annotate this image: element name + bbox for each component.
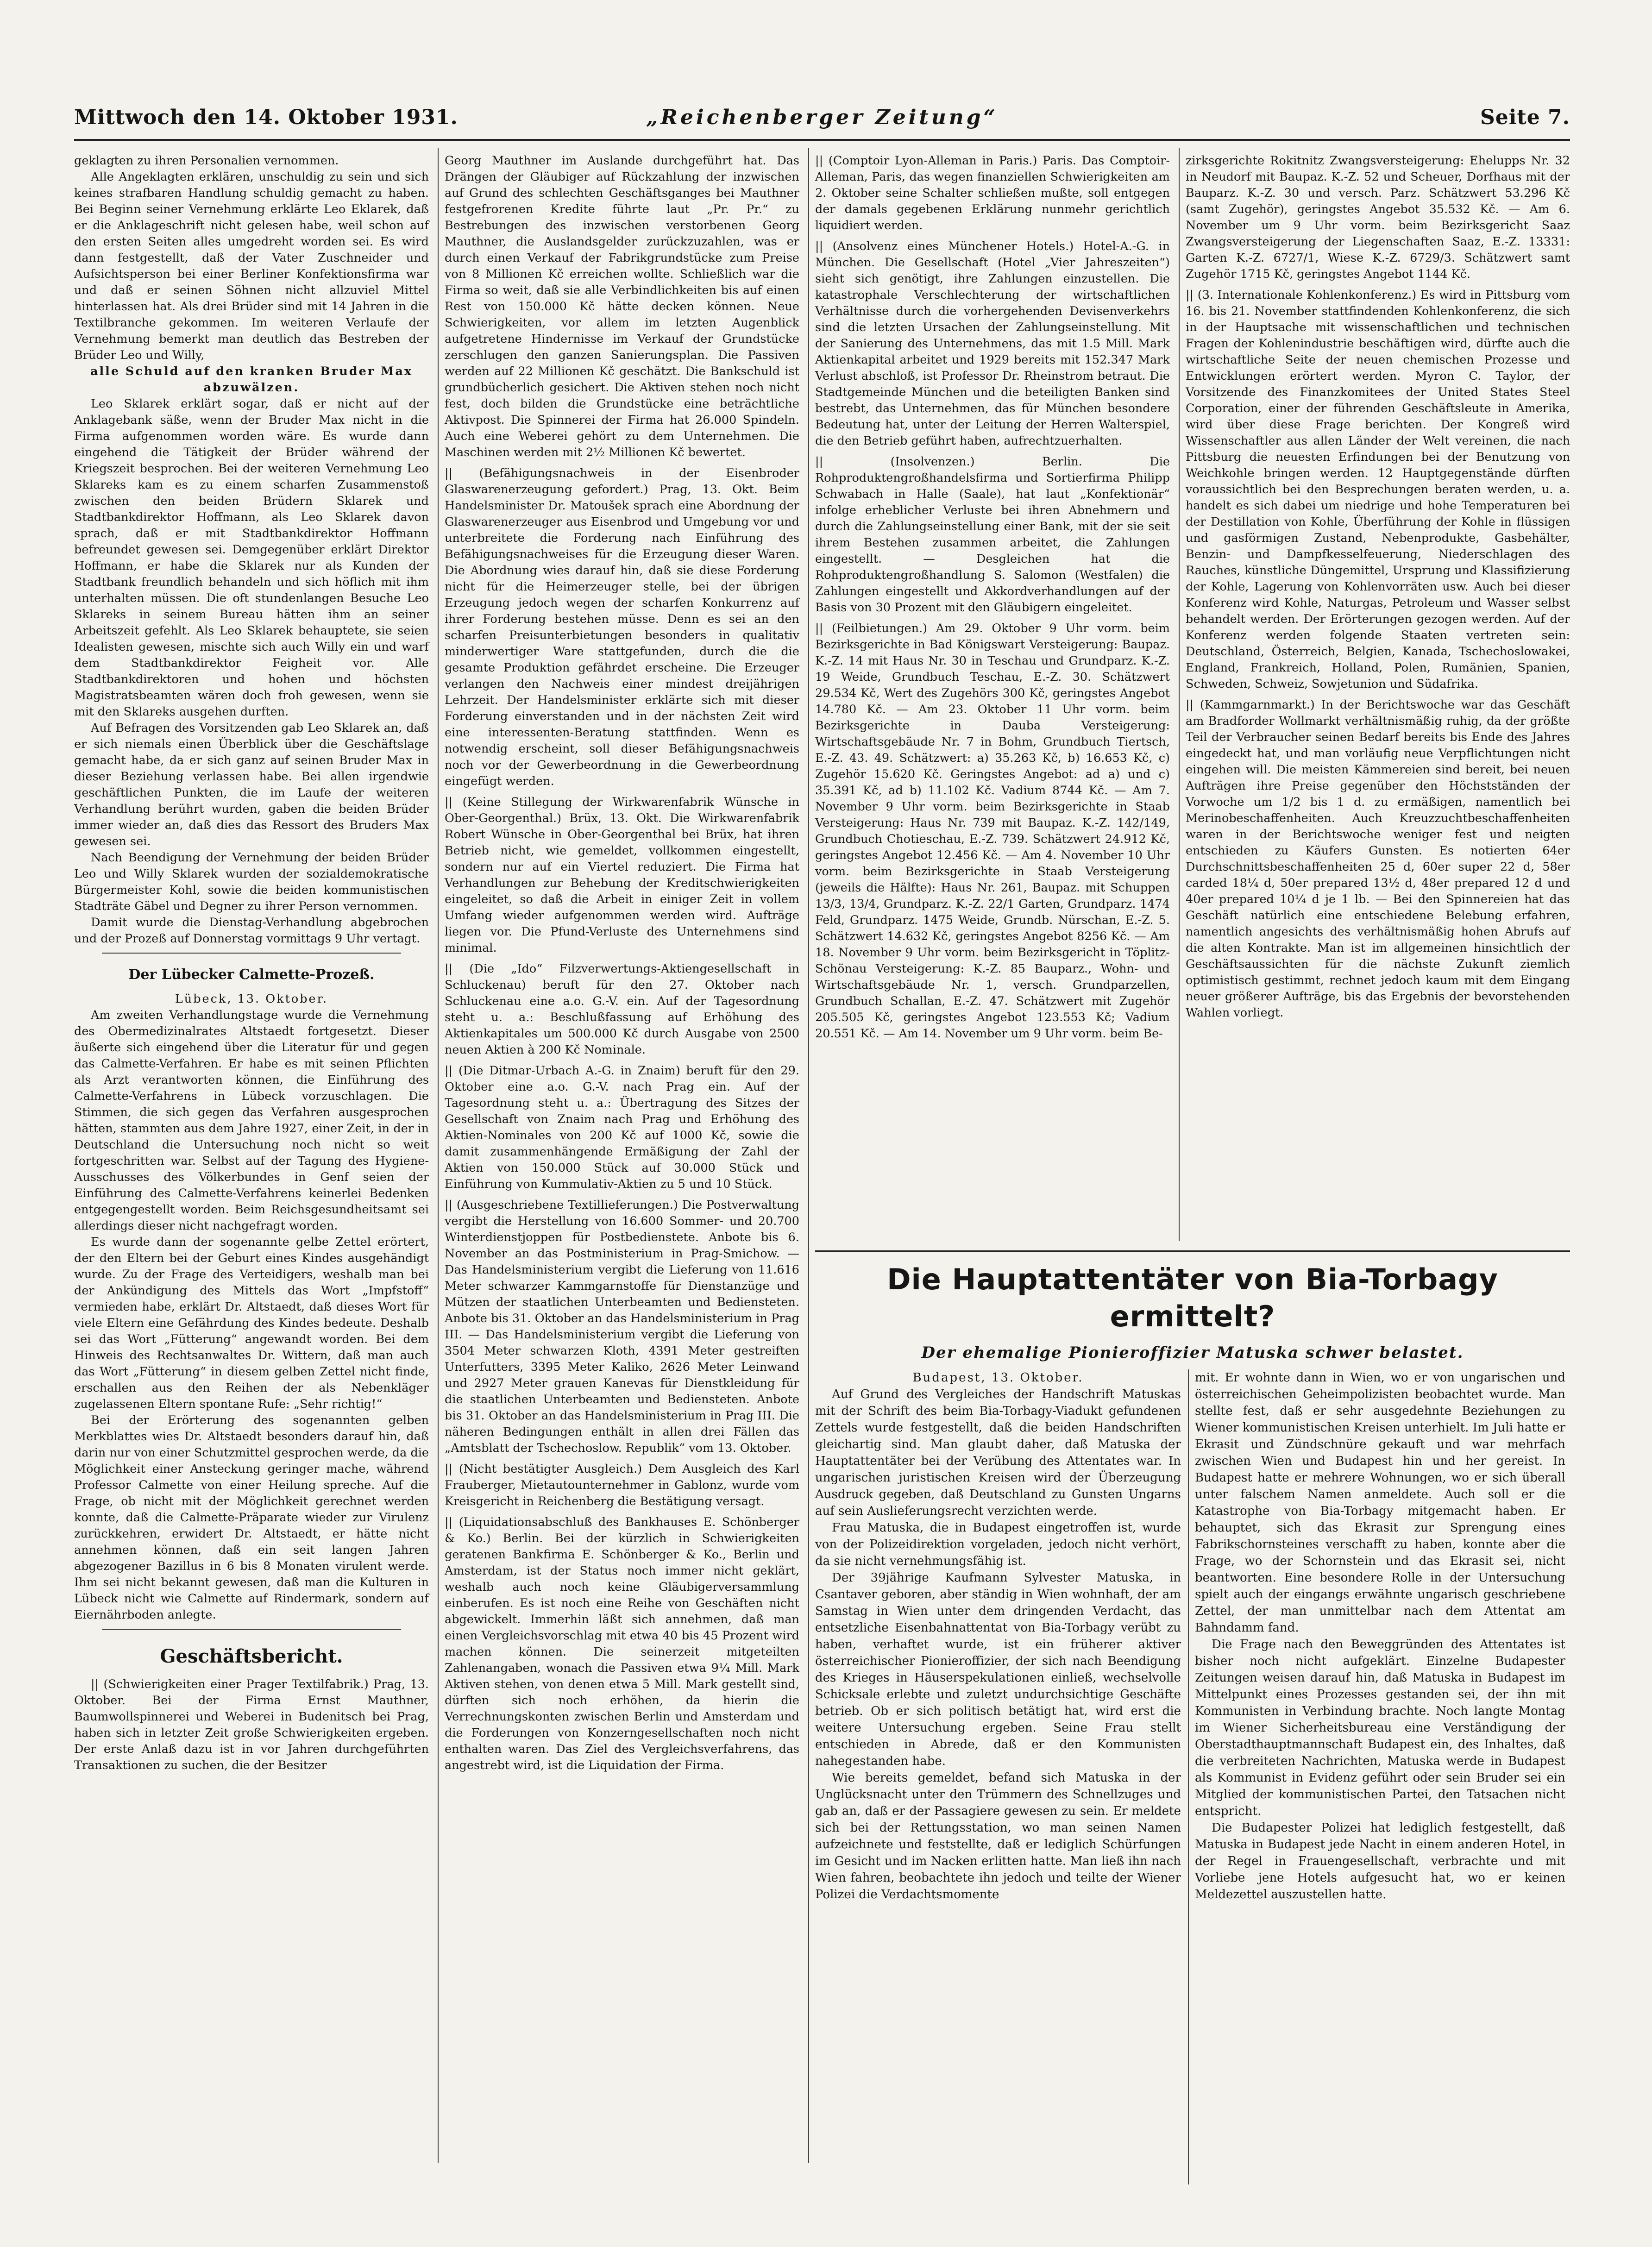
article-columns xyxy=(815,1369,1570,2212)
masthead xyxy=(74,106,1570,133)
paragraph: || (Schwierigkeiten einer Prager Textilfabrik.) Prag, 13. Oktober. Bei der Firma Ernst Mauthner, Baumwollspinnerei und Weberei in Budenitsch bei Prag, haben sich in letzter Zeit große Schwierigkeiten ergeben. Der erste Anlaß dazu ist in vor Jahren durchgeführten Transaktionen zu suchen, die der Besitzer xyxy=(74,1677,429,1772)
paragraph: || (Liquidationsabschluß des Bankhauses E. Schönberger & Ko.) Berlin. Bei der kürzlich in Schwierigkeiten geratenen Bankfirma E. Schönberger & Ko., Berlin und Amsterdam, ist der Status noch immer nicht geklärt, weshalb auch noch keine Gläubigerversammlung einberufen. Es ist noch eine Reihe von Geschäften nicht abgewickelt. Immerhin läßt sich annehmen, daß man einen Vergleichsvorschlag mit etwa 40 bis 45 Prozent wird machen können. Die seinerzeit mitgeteilten Zahlenangaben, wonach die Passiven etwa 9¼ Mill. Mark Aktiven stehen, von denen etwa 5 Mill. Mark gestellt sind, dürften sich noch erhöhen, da hierin die Verrechnungskonten zwischen Berlin und Amsterdam und die Forderungen von Konzerngesellschaften noch nicht enthalten waren. Das Ziel des Vergleichsverfahrens, das angestrebt wird, ist die Liquidation der Firma. xyxy=(445,1515,799,1772)
section-heading: Geschäftsbericht. xyxy=(160,1645,343,1667)
paragraph: Am zweiten Verhandlungstage wurde die Vernehmung des Obermedizinalrates Altstaedt fortgesetzt. Dieser äußerte sich eingehend über die Literatur für und gegen das Calmette-Verfahren. Er habe es mit seinen Pflichten als Arzt verantworten können, die Einführung des Calmette-Verfahrens in Lübeck vorzuschlagen. Die Stimmen, die sich gegen das Verfahren ausgesprochen hätten, stammten aus dem Jahre 1927, einer Zeit, in der in Deutschland die Untersuchung noch nicht so weit fortgeschritten war. Selbst auf der Tagung des Hygiene-Ausschusses des Völkerbundes in Genf seien der Einführung des Calmette-Verfahrens keinerlei Bedenken entgegengestellt worden. Beim Reichsgesundheitsamt sei allerdings dieser nicht nachgefragt worden. xyxy=(74,1008,429,1233)
article-column-right xyxy=(1195,1369,1565,1903)
paragraph: Frau Matuska, die in Budapest eingetroffen ist, wurde von der Polizeidirektion vorgeladen, jedoch nicht verhört, da sie nicht vernehmungsfähig ist. xyxy=(815,1521,1181,1568)
paragraph: || (Nicht bestätigter Ausgleich.) Dem Ausgleich des Karl Frauberger, Mietautounternehmer in Gablonz, wurde vom Kreisgericht in Reichenberg die Bestätigung versagt. xyxy=(445,1462,799,1508)
emphasis-line: alle Schuld auf den kranken Bruder Max abzuwälzen. xyxy=(90,364,413,395)
paragraph: Georg Mauthner im Auslande durchgeführt hat. Das Drängen der Gläubiger auf Rückzahlung der inzwischen auf Grund des schlechten Geschäftsganges bei Mauthner festgefrorenen Kredite führte laut „Pr. Pr.“ zu Bestrebungen des inzwischen verstorbenen Georg Mauthner, die Auslandsgelder zurückzuzahlen, was er durch einen Verkauf der Fabrikgrundstücke zum Preise von 8 Millionen Kč erreichen wollte. Schließlich war die Firma so weit, daß sie alle Verbindlichkeiten bis auf einen Rest von 150.000 Kč hätte decken können. Neue Schwierigkeiten, vor allem im letzten Augenblick aufgetretene Hindernisse im Verkauf der Grundstücke zerschlugen den ganzen Sanierungsplan. Die Passiven werden auf 22 Millionen Kč geschätzt. Die Bankschuld ist grundbücherlich gesichert. Die Aktiven stehen noch nicht fest, doch bilden die Grundstücke eine beträchtliche Aktivpost. Die Spinnerei der Firma hat 26.000 Spindeln. Auch eine Weberei gehört zu dem Unternehmen. Die Maschinen werden mit 2½ Millionen Kč bewertet. xyxy=(445,154,799,459)
paragraph: || (Feilbietungen.) Am 29. Oktober 9 Uhr vorm. beim Bezirksgerichte in Bad Königswart Versteigerung: Baupaz. K.-Z. 14 mit Haus Nr. 30 in Teschau und Grundparz. K.-Z. 19 Weide, Grundbuch Teschau, E.-Z. 30. Schätzwert 29.534 Kč, Wert des Zugehörs 300 Kč, geringstes Angebot 14.780 Kč. — Am 23. Oktober 11 Uhr vorm. beim Bezirksgerichte in Dauba Versteigerung: Wirtschaftsgebäude Nr. 7 in Bohm, Grundbuch Tiertsch, E.-Z. 43. 49. Schätzwert: a) 35.263 Kč, b) 16.653 Kč, c) Zugehör 15.620 Kč. Geringstes Angebot: ad a) und c) 35.391 Kč, ad b) 11.102 Kč. Vadium 8744 Kč. — Am 7. November 9 Uhr vorm. beim Bezirksgerichte in Staab Versteigerung: Haus Nr. 739 mit Baupaz. K.-Z. 142/149, Grundbuch Chotieschau, E.-Z. 739. Schätzwert 24.912 Kč, geringstes Angebot 12.456 Kč. — Am 4. November 10 Uhr vorm. beim Bezirksgerichte in Staab Versteigerung (jeweils die Hälfte): Haus Nr. 261, Baupaz. mit Schuppen 13/3, 13/4, Grundparz. K.-Z. 22/1 Garten, Grundparz. 1474 Feld, Grundparz. 1475 Weide, Grundb. Nürschan, E.-Z. 5. Schätzwert 14.632 Kč, geringstes Angebot 8256 Kč. — Am 18. November 9 Uhr vorm. beim Bezirksgericht in Töplitz-Schönau Versteigerung: K.-Z. 85 Bauparz., Wohn- und Wirtschaftsgebäude Nr. 1, versch. Grundparzellen, Grundbuch Schallan, E.-Z. 47. Schätzwert mit Zugehör 205.505 Kč, geringstes Angebot 123.553 Kč; Vadium 20.551 Kč. — Am 14. November um 9 Uhr vorm. beim Be- xyxy=(815,621,1170,1041)
column-2 xyxy=(445,153,799,1774)
paragraph: Damit wurde die Dienstag-Verhandlung abgebrochen und der Prozeß auf Donnerstag vormittags 9 Uhr vertagt. xyxy=(74,916,429,946)
column-rule xyxy=(438,148,439,2163)
column-rule xyxy=(1188,1369,1189,2184)
paragraph: || (Ansolvenz eines Münchener Hotels.) Hotel-A.-G. in München. Die Gesellschaft (Hotel „Vier Jahreszeiten“) sieht sich genötigt, ihre Zahlungen einzustellen. Die katastrophale Verschlechterung der wirtschaftlichen Verhältnisse durch die vorhergehenden Devisenverkehrs sind die letzten Ursachen der Zahlungseinstellung. Mit der Sanierung des Unternehmens, das mit 1.5 Mill. Mark Aktienkapital arbeitet und 1929 bereits mit 152.347 Mark Verlust abschloß, ist Professor Dr. Rheinstrom betraut. Die Stadtgemeinde München und die beteiligten Banken sind bestrebt, das Unternehmen, das für München besondere Bedeutung hat, unter der Leitung der Herren Walterspiel, die den Betrieb geführt haben, aufrechtzuerhalten. xyxy=(815,239,1170,448)
paragraph: || (Ausgeschriebene Textillieferungen.) Die Postverwaltung vergibt die Herstellung von 16.600 Sommer- und 20.700 Winterdienstjoppen für Postbedienstete. Anbote bis 6. November an das Postministerium in Prag-Smichow. — Das Handelsministerium vergibt die Lieferung von 11.616 Meter schwarzer Kammgarnstoffe für Dienstanzüge und Mützen der staatlichen Unterbeamten und Bediensteten. Anbote bis 31. Oktober an das Handelsministerium in Prag III. — Das Handelsministerium vergibt die Lieferung von 3504 Meter schwarzen Kloth, 4391 Meter gestreiften Unterfutters, 3395 Meter Kaliko, 2626 Meter Leinwand und 2927 Meter grauen Kanevas für Dienstkleidung für die staatlichen Unterbeamten und Bediensteten. Anbote bis 31. Oktober an das Handelsministerium in Prag III. Die näheren Bedingungen enthält in allen drei Fällen das „Amtsblatt der Tschechoslow. Republik“ vom 13. Oktober. xyxy=(445,1198,799,1455)
paragraph: Auf Befragen des Vorsitzenden gab Leo Sklarek an, daß er sich niemals einen Überblick über die Geschäftslage gemacht habe, da er sich ganz auf seinen Bruder Max in dieser Beziehung verlassen habe. Bei allen irgendwie geschäftlichen Punkten, die im Laufe der weiteren Verhandlung berührt wurden, gaben die beiden Brüder immer wieder an, daß dies das Ressort des Bruders Max gewesen sei. xyxy=(74,721,429,848)
paragraph: || (Die „Ido“ Filzverwertungs-Aktiengesellschaft in Schluckenau) beruft für den 27. Oktober nach Schluckenau eine a.o. G.-V. ein. Auf der Tagesordnung steht u. a.: Beschlußfassung auf Erhöhung des Aktienkapitales um 500.000 Kč durch Ausgabe von 2500 neuen Aktien à 200 Kč Nominale. xyxy=(445,962,799,1057)
paragraph: Der 39jährige Kaufmann Sylvester Matuska, in Csantaver geboren, aber ständig in Wien wohnhaft, der am Samstag in Wien unter dem dringenden Verdacht, das entsetzliche Eisenbahnattentat von Bia-Torbagy verübt zu haben, verhaftet wurde, ist ein früherer aktiver österreichischer Pionieroffizier, der sich nach Beendigung des Krieges in Häuserspekulationen einließ, wechselvolle Schicksale erlebte und zuletzt undurchsichtige Geschäfte betrieb. Ob er sich politisch betätigt hat, wird erst die weitere Untersuchung ergeben. Seine Frau stellt entschieden in Abrede, daß er den Kommunisten nahegestanden habe. xyxy=(815,1571,1181,1768)
dateline: Lübeck, 13. Oktober. xyxy=(175,992,328,1006)
issue-date: Mittwoch den 14. Oktober 1931. xyxy=(74,106,458,129)
paragraph: Wie bereits gemeldet, befand sich Matuska in der Unglücksnacht unter den Trümmern des Schnellzuges und gab an, daß er der Passagiere gewesen zu sein. Er meldete sich bei der Rettungsstation, wo man seinen Namen aufzeichnete und feststellte, daß er lediglich Schürfungen im Gesicht und im Nacken erlitten hatte. Man ließ ihn nach Wien fahren, beobachtete ihn jedoch und teilte der Wiener Polizei die Verdachtsmomente xyxy=(815,1771,1181,1902)
page-number: Seite 7. xyxy=(1480,106,1570,129)
column-rule xyxy=(1179,148,1180,1241)
column-3 xyxy=(815,153,1170,1042)
article-column-left xyxy=(815,1369,1181,1903)
paragraph: Die Frage nach den Beweggründen des Attentates ist bisher noch nicht aufgeklärt. Einzelne Budapester Zeitungen weisen darauf hin, daß Matuska in Budapest im Mittelpunkt eines Prozesses gestanden sei, der ihn mit Kommunisten in Verbindung brachte. Noch langte Montag im Wiener Sicherheitsbureau eine Verständigung der Oberstadthauptmannschaft Budapest ein, des Inhaltes, daß die verbreiteten Nachrichten, Matuska werde in Budapest als Kommunist in Evidenz geführt oder sein Bruder sei ein Mitglied der kommunistischen Partei, den Tatsachen nicht entspricht. xyxy=(1195,1638,1565,1818)
paragraph: Bei der Erörterung des sogenannten gelben Merkblattes wies Dr. Altstaedt besonders darauf hin, daß darin nur von einer Schutzmittel gesprochen werde, da die Möglichkeit einer Ansteckung geringer mache, während Professor Calmette von einer Heilung spreche. Auf die Frage, ob nicht mit der Möglichkeit gerechnet werden konnte, daß die Calmette-Präparate wieder zur Virulenz zurückkehren, erwidert Dr. Altstaedt, er hätte nicht annehmen können, daß ein seit langen Jahren abgezogener Bazillus in 6 bis 8 Monaten virulent werde. Ihm sei nicht bekannt gewesen, daß man die Kulturen in Lübeck nicht wie Calmette auf Rindermark, sondern auf Eiernährboden anlegte. xyxy=(74,1413,429,1622)
paragraph: || (Die Ditmar-Urbach A.-G. in Znaim) beruft für den 29. Oktober eine a.o. G.-V. nach Prag ein. Auf der Tagesordnung steht u. a.: Übertragung des Sitzes der Gesellschaft von Znaim nach Prag und Erhöhung des Aktien-Nominales von 200 Kč auf 1000 Kč, sowie die damit zusammenhängende Ermäßigung der Zahl der Aktien von 150.000 Stück auf 30.000 Stück und Einführung von Kummulativ-Aktien zu 5 und 10 Stück. xyxy=(445,1064,799,1191)
dateline: Budapest, 13. Oktober. xyxy=(912,1371,1084,1385)
section-divider xyxy=(102,953,401,954)
article-headline: Die Hauptattentäter von Bia-Torbagy ermittelt? xyxy=(887,1262,1498,1333)
masthead-rule xyxy=(74,139,1570,141)
article-heading: Der Lübecker Calmette-Prozeß. xyxy=(128,967,375,983)
paragraph: Nach Beendigung der Vernehmung der beiden Brüder Leo und Willy Sklarek wurden der sozialdemokratische Bürgermeister Kohl, sowie die beiden kommunistischen Stadträte Gäbel und Degner zu ihrer Person vernommen. xyxy=(74,851,429,913)
paragraph: geklagten zu ihren Personalien vernommen. xyxy=(74,154,339,168)
paragraph: || (Comptoir Lyon-Alleman in Paris.) Paris. Das Comptoir-Alleman, Paris, das wegen finanziellen Schwierigkeiten am 2. Oktober seine Schalter schließen mußte, soll entgegen der damals gegebenen Erklärung nunmehr gerichtlich liquidiert werden. xyxy=(815,154,1170,232)
paragraph: || (Insolvenzen.) Berlin. Die Rohproduktengroßhandelsfirma und Sortierfirma Philipp Schwabach in Halle (Saale), hat laut „Konfektionär“ infolge erheblicher Verluste bei ihren Abnehmern und durch die Zahlungseinstellung einer Bank, mit der sie seit ihrem Bestehen zusammen arbeitet, die Zahlungen eingestellt. — Desgleichen hat die Rohproduktengroßhandlung S. Salomon (Westfalen) die Zahlungen eingestellt und Akkordverhandlungen auf der Basis von 30 Prozent mit den Gläubigern eingeleitet. xyxy=(815,455,1170,615)
paragraph: Es wurde dann der sogenannte gelbe Zettel erörtert, der den Eltern bei der Geburt eines Kindes ausgehändigt wurde. Zu der Frage des Verteidigers, weshalb man bei der Ankündigung des Mittels das Wort „Impfstoff“ vermieden habe, erklärt Dr. Altstaedt, daß dieses Wort für viele Eltern eine Gefährdung des Kindes bedeute. Deshalb sei das Wort „Fütterung“ angewandt worden. Bei dem Hinweis des Rechtsanwaltes Dr. Wittern, daß man auch das Wort „Fütterung“ in diesem gelben Zettel nicht finde, erschallen aus den Reihen der als Nebenkläger zugelassenen Eltern spontane Rufe: „Sehr richtig!“ xyxy=(74,1235,429,1411)
column-4 xyxy=(1186,153,1570,1021)
paragraph: || (Keine Stillegung der Wirkwarenfabrik Wünsche in Ober-Georgenthal.) Brüx, 13. Okt. Die Wirkwarenfabrik Robert Wünsche in Ober-Georgenthal bei Brüx, hat ihren Betrieb nicht, wie gemeldet, vollkommen eingestellt, sondern nur auf ein Viertel reduziert. Die Firma hat Verhandlungen zur Behebung der Kreditschwierigkeiten eingeleitet, so daß die Arbeit in einiger Zeit in vollem Umfang wieder aufgenommen werden wird. Aufträge liegen vor. Die Pfund-Verluste des Unternehmens sind minimal. xyxy=(445,795,799,955)
column-1 xyxy=(74,153,429,1774)
paragraph: Auf Grund des Vergleiches der Handschrift Matuskas mit der Schrift des beim Bia-Torbagy-Viadukt gefundenen Zettels wurde festgestellt, daß die beiden Handschriften gleichartig sind. Man glaubt daher, daß Matuska der Hauptattentäter bei der Verübung des Attentates war. In ungarischen juristischen Kreisen wird der Überzeugung Ausdruck gegeben, daß Deutschland zu Gunsten Ungarns auf sein Auslieferungsrecht verzichten werde. xyxy=(815,1387,1181,1518)
column-rule xyxy=(808,148,809,2163)
paragraph: mit. Er wohnte dann in Wien, wo er von ungarischen und österreichischen Geheimpolizisten beobachtet wurde. Man stellte fest, daß er sehr ausgedehnte Beziehungen zu Wiener kommunistischen Kreisen unterhielt. Im Juli hatte er Ekrasit und Zündschnüre gekauft und war mehrfach zwischen Wien und Budapest hin und her gereist. In Budapest hatte er mehrere Wohnungen, wo er sich überall unter falschem Namen anmeldete. Auch soll er die Katastrophe von Bia-Torbagy mitgemacht haben. Er behauptet, sich das Ekrasit zur Sprengung eines Fabrikschornsteines verschafft zu haben, konnte aber die Frage, wo der Schornstein und das Ekrasit sei, nicht beantworten. Eine besondere Rolle in der Untersuchung spielt auch der eingangs erwähnte ungarisch geschriebene Zettel, der man unmittelbar nach dem Attentat am Bahndamm fand. xyxy=(1195,1371,1565,1635)
paragraph: zirksgerichte Rokitnitz Zwangsversteigerung: Ehelupps Nr. 32 in Neudorf mit Baupaz. K.-Z. 52 und Scheuer, Dorfhaus mit der Bauparz. K.-Z. 30 und versch. Parz. Schätzwert 53.296 Kč (samt Zugehör), geringstes Angebot 35.532 Kč. — Am 6. November um 9 Uhr vorm. beim Bezirksgericht Saaz Zwangsversteigerung der Liegenschaften Saaz, E.-Z. 13331: Garten K.-Z. 6727/1, Wiese K.-Z. 6729/3. Schätzwert samt Zugehör 1715 Kč, geringstes Angebot 1144 Kč. xyxy=(1186,154,1570,281)
paragraph: || (Befähigungsnachweis in der Eisenbroder Glaswarenerzeugung gefordert.) Prag, 13. Okt. Beim Handelsminister Dr. Matoušek sprach eine Abordnung der Glaswarenerzeuger aus Eisenbrod und Umgebung vor und unterbreitete die Forderung nach Einführung des Befähigungsnachweises für die Erzeugung dieser Waren. Die Abordnung wies darauf hin, daß sie diese Forderung nicht für die Heimerzeuger stelle, bei der übrigen Erzeugung jedoch wegen der scharfen Konkurrenz auf ihrer Forderung bestehen müsse. Denn es sei an den scharfen Preisunterbietungen besonders in qualitativ minderwertiger Ware stattgefunden, durch die die gesamte Produktion gefährdet erscheine. Die Erzeuger verlangen den Nachweis einer mindest dreijährigen Lehrzeit. Der Handelsminister erklärte sich mit dieser Forderung einverstanden und in der nächsten Zeit wird eine interessenten-Beratung stattfinden. Wenn es notwendig erscheint, soll dieser Befähigungsnachweis noch vor der Gewerbeordnung in die Gewerbeordnung eingefügt werden. xyxy=(445,466,799,788)
article-subheadline: Der ehemalige Pionieroffizier Matuska schwer belastet. xyxy=(921,1343,1464,1362)
newspaper-title: „Reichenberger Zeitung“ xyxy=(646,106,998,129)
paragraph: || (Kammgarnmarkt.) In der Berichtswoche war das Geschäft am Bradforder Wollmarkt verhältnismäßig ruhig, da der größte Teil der Verbraucher seinen Bedarf bereits bis Ende des Jahres eingedeckt hat, und man vorläufig neue Verpflichtungen nicht eingehen will. Die meisten Kämmereien sind bereit, bei neuen Aufträgen ihre Preise gegenüber den Höchstständen der Vorwoche um 1/2 bis 1 d. zu ermäßigen, namentlich bei Merinobeschaffenheiten. Auch Kreuzzuchtbeschaffenheiten waren in der Berichtswoche weniger fest und neigten entschieden zu Käufers Gunsten. Es notierten 64er Durchschnittsbeschaffenheiten 25 d, 60er super 22 d, 58er carded 18¼ d, 50er prepared 13½ d, 48er prepared 12 d und 40er prepared 10¼ d je 1 lb. — Bei den Spinnereien hat das Geschäft natürlich eine entschiedene Belebung erfahren, namentlich angesichts des verhältnismäßig hohen Abrufs auf die alten Kontrakte. Man ist im allgemeinen hinsichtlich der Geschäftsaussichten für die nächste Zukunft ziemlich optimistisch gestimmt, rechnet jedoch kaum mit dem Eingang neuer größerer Aufträge, bis das Ergebnis der bevorstehenden Wahlen vorliegt. xyxy=(1186,698,1570,1020)
section-divider xyxy=(102,1629,401,1630)
paragraph: || (3. Internationale Kohlenkonferenz.) Es wird in Pittsburg vom 16. bis 21. November stattfindenden Kohlenkonferenz, die sich in der Hauptsache mit wissenschaftlichen und technischen Fragen der Kohlenindustrie beschäftigen wird, dürfte auch die wirtschaftliche Seite der neuen chemischen Prozesse und Entwicklungen erörtert werden. Myron C. Taylor, der Vorsitzende des Finanzkomitees der United States Steel Corporation, einer der führenden Geschäftsleute in Amerika, wird über diese Frage berichten. Der Kongreß wird Wissenschaftler aus allen Länder der Welt vereinen, die nach Pittsburg die neuesten Erfindungen bei der Benutzung von Weichkohle bringen werden. 12 Hauptgegenstände dürften voraussichtlich bei den Besprechungen beraten werden, u. a. handelt es sich dabei um niedrige und hohe Temperaturen bei der Destillation von Kohle, Überführung der Kohle in flüssigen und gasförmigen Zustand, Nebenprodukte, Gasbehälter, Benzin- und Dampfkesselfeuerung, Niederschlagen des Rauches, künstliche Düngemittel, Ursprung und Klassifizierung der Kohle, Lagerung von Kohlenvorräten usw. Auch bei dieser Konferenz wird Kohle, Naturgas, Petroleum und Wasser selbst behandelt werden. Der Erörterungen gezogen werden. Auf der Konferenz werden folgende Staaten vertreten sein: Deutschland, Österreich, Belgien, Kanada, Tschechoslowakei, England, Frankreich, Holland, Polen, Rumänien, Spanien, Schweden, Schweiz, Sowjetunion und Südafrika. xyxy=(1186,288,1570,691)
article-rule xyxy=(815,1250,1570,1252)
paragraph: Die Budapester Polizei hat lediglich festgestellt, daß Matuska in Budapest jede Nacht in einem anderen Hotel, in der Regel in Frauengesellschaft, verbrachte und mit Vorliebe jene Hotels aufgesucht hat, wo er keinen Meldezettel auszustellen hatte. xyxy=(1195,1821,1565,1902)
feature-article xyxy=(815,1250,1570,2212)
paragraph: Alle Angeklagten erklären, unschuldig zu sein und sich keines strafbaren Handlung schuldig gemacht zu haben. Bei Beginn seiner Vernehmung erklärte Leo Eklarek, daß er die Anklageschrift nicht gelesen habe, weil schon auf den ersten Seiten alles umgedreht worden sei. Es wird dann festgestellt, daß der Vater Zuschneider und Aufsichtsperson bei einer Berliner Konfektionsfirma war und daß er seinen Söhnen nicht allzuviel Mittel hinterlassen hat. Als drei Brüder sind mit 14 Jahren in die Textilbranche gekommen. Im weiteren Verlaufe der Vernehmung bemerkt man deutlich das Bestreben der Brüder Leo und Willy, xyxy=(74,170,429,362)
paragraph: Leo Sklarek erklärt sogar, daß er nicht auf der Anklagebank säße, wenn der Bruder Max nicht in die Firma aufgenommen worden wäre. Es wurde dann eingehend die Tätigkeit der Brüder während der Kriegszeit besprochen. Bei der weiteren Vernehmung Leo Sklareks kam es zu einem scharfen Zusammenstoß zwischen den beiden Brüdern Sklarek und Stadtbankdirektor Hoffmann, als Leo Sklarek davon sprach, daß er mit Stadtbankdirektor Hoffmann befreundet gewesen sei. Demgegenüber erklärt Direktor Hoffmann, er habe die Sklarek nur als Kunden der Stadtbank freundlich behandeln und sich höflich mit ihm unterhalten müssen. Die oft stundenlangen Besuche Leo Sklareks in seinem Bureau hätten ihm an seiner Arbeitszeit gefehlt. Als Leo Sklarek behauptete, sie seien Idealisten gewesen, mischte sich auch Willy ein und warf dem Stadtbankdirektor Feigheit vor. Alle Stadtbankdirektoren und hohen und höchsten Magistratsbeamten wären doch froh gewesen, wenn sie mit den Sklareks ausgehen durften. xyxy=(74,397,429,719)
